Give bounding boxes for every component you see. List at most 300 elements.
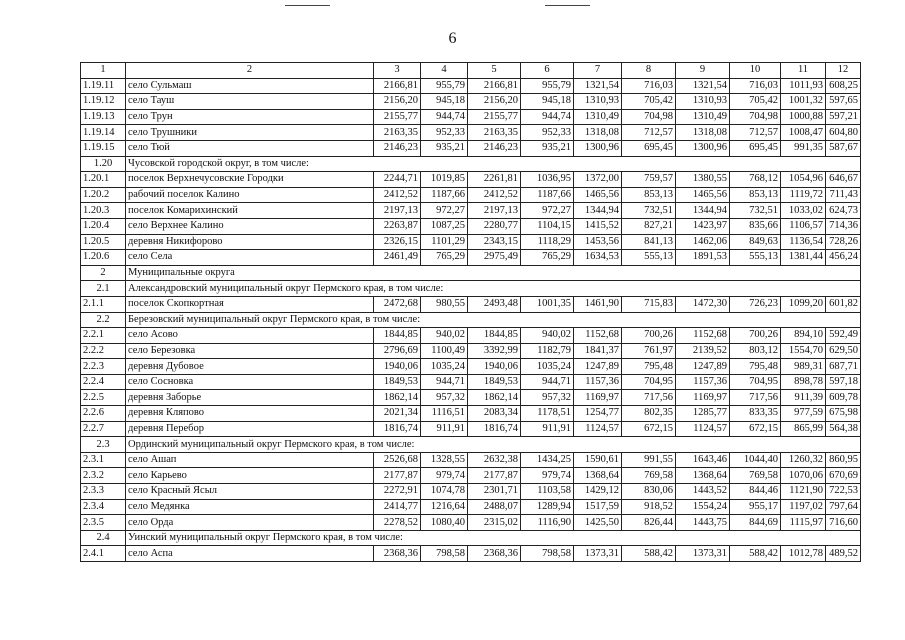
value-cell: 1152,68 xyxy=(676,328,730,344)
value-cell: 1517,59 xyxy=(574,499,622,515)
row-code-cell: 1.20.2 xyxy=(81,187,126,203)
value-cell: 728,26 xyxy=(826,234,861,250)
value-cell: 597,18 xyxy=(826,374,861,390)
value-cell: 1368,64 xyxy=(676,468,730,484)
value-cell: 1187,66 xyxy=(421,187,468,203)
value-cell: 1425,50 xyxy=(574,515,622,531)
value-cell: 841,13 xyxy=(622,234,676,250)
value-cell: 1443,75 xyxy=(676,515,730,531)
value-cell: 768,12 xyxy=(730,172,781,188)
value-cell: 835,66 xyxy=(730,218,781,234)
value-cell: 1643,46 xyxy=(676,452,730,468)
row-code-cell: 2.2.2 xyxy=(81,343,126,359)
column-number-cell: 6 xyxy=(521,63,574,79)
value-cell: 700,26 xyxy=(622,328,676,344)
row-code-cell: 1.20 xyxy=(81,156,126,172)
value-cell: 1247,89 xyxy=(574,359,622,375)
row-code-cell: 2.2.4 xyxy=(81,374,126,390)
value-cell: 944,71 xyxy=(521,374,574,390)
value-cell: 1033,02 xyxy=(781,203,826,219)
value-cell: 2139,52 xyxy=(676,343,730,359)
value-cell: 1310,93 xyxy=(574,94,622,110)
value-cell: 588,42 xyxy=(730,546,781,562)
value-cell: 1849,53 xyxy=(374,374,421,390)
value-cell: 1310,49 xyxy=(574,109,622,125)
value-cell: 1116,90 xyxy=(521,515,574,531)
value-cell: 952,33 xyxy=(421,125,468,141)
value-cell: 1318,08 xyxy=(676,125,730,141)
row-code-cell: 1.19.12 xyxy=(81,94,126,110)
value-cell: 2493,48 xyxy=(468,296,521,312)
value-cell: 1321,54 xyxy=(574,78,622,94)
value-cell: 608,25 xyxy=(826,78,861,94)
row-code-cell: 1.19.11 xyxy=(81,78,126,94)
table-row xyxy=(81,343,861,359)
table-row xyxy=(81,499,861,515)
row-code-cell: 2.4.1 xyxy=(81,546,126,562)
table-row xyxy=(81,468,861,484)
value-cell: 712,57 xyxy=(622,125,676,141)
value-cell: 1321,54 xyxy=(676,78,730,94)
value-cell: 955,79 xyxy=(421,78,468,94)
table-row xyxy=(81,203,861,219)
value-cell: 1940,06 xyxy=(468,359,521,375)
value-cell: 629,50 xyxy=(826,343,861,359)
table-row xyxy=(81,250,861,266)
value-cell: 1136,54 xyxy=(781,234,826,250)
table-row xyxy=(81,78,861,94)
value-cell: 2156,20 xyxy=(374,94,421,110)
row-code-cell: 2.3.5 xyxy=(81,515,126,531)
value-cell: 826,44 xyxy=(622,515,676,531)
value-cell: 1634,53 xyxy=(574,250,622,266)
table-row xyxy=(81,390,861,406)
value-cell: 555,13 xyxy=(622,250,676,266)
value-cell: 833,35 xyxy=(730,406,781,422)
value-cell: 1001,32 xyxy=(781,94,826,110)
value-cell: 732,51 xyxy=(730,203,781,219)
value-cell: 911,91 xyxy=(521,421,574,437)
table-row xyxy=(81,484,861,500)
value-cell: 2315,02 xyxy=(468,515,521,531)
row-code-cell: 1.19.15 xyxy=(81,140,126,156)
value-cell: 844,69 xyxy=(730,515,781,531)
settlement-name-cell: село Села xyxy=(126,250,374,266)
settlement-name-cell: село Аспа xyxy=(126,546,374,562)
value-cell: 1116,51 xyxy=(421,406,468,422)
row-code-cell: 2.1.1 xyxy=(81,296,126,312)
value-cell: 714,36 xyxy=(826,218,861,234)
value-cell: 705,42 xyxy=(622,94,676,110)
value-cell: 797,64 xyxy=(826,499,861,515)
value-cell: 1465,56 xyxy=(574,187,622,203)
value-cell: 1035,24 xyxy=(421,359,468,375)
table-row xyxy=(81,359,861,375)
value-cell: 2261,81 xyxy=(468,172,521,188)
value-cell: 1554,24 xyxy=(676,499,730,515)
value-cell: 2166,81 xyxy=(374,78,421,94)
value-cell: 1849,53 xyxy=(468,374,521,390)
row-code-cell: 1.19.14 xyxy=(81,125,126,141)
value-cell: 957,32 xyxy=(421,390,468,406)
section-row xyxy=(81,530,861,546)
value-cell: 802,35 xyxy=(622,406,676,422)
value-cell: 911,91 xyxy=(421,421,468,437)
row-code-cell: 2.2.3 xyxy=(81,359,126,375)
value-cell: 2021,34 xyxy=(374,406,421,422)
settlement-name-cell: село Тюй xyxy=(126,140,374,156)
value-cell: 1381,44 xyxy=(781,250,826,266)
value-cell: 2177,87 xyxy=(374,468,421,484)
value-cell: 1036,95 xyxy=(521,172,574,188)
value-cell: 624,73 xyxy=(826,203,861,219)
table-row xyxy=(81,406,861,422)
value-cell: 955,79 xyxy=(521,78,574,94)
column-number-cell: 8 xyxy=(622,63,676,79)
value-cell: 980,55 xyxy=(421,296,468,312)
table-row xyxy=(81,546,861,562)
value-cell: 1100,49 xyxy=(421,343,468,359)
row-code-cell: 1.20.5 xyxy=(81,234,126,250)
value-cell: 1423,97 xyxy=(676,218,730,234)
value-cell: 1103,58 xyxy=(521,484,574,500)
value-cell: 1816,74 xyxy=(468,421,521,437)
value-cell: 712,57 xyxy=(730,125,781,141)
value-cell: 2280,77 xyxy=(468,218,521,234)
column-number-cell: 4 xyxy=(421,63,468,79)
value-cell: 944,74 xyxy=(521,109,574,125)
value-cell: 1169,97 xyxy=(676,390,730,406)
value-cell: 1373,31 xyxy=(574,546,622,562)
value-cell: 849,63 xyxy=(730,234,781,250)
value-cell: 1554,70 xyxy=(781,343,826,359)
value-cell: 1101,29 xyxy=(421,234,468,250)
settlement-name-cell: деревня Перебор xyxy=(126,421,374,437)
value-cell: 1844,85 xyxy=(374,328,421,344)
value-cell: 2412,52 xyxy=(374,187,421,203)
value-cell: 2177,87 xyxy=(468,468,521,484)
value-cell: 2301,71 xyxy=(468,484,521,500)
value-cell: 2278,52 xyxy=(374,515,421,531)
value-cell: 588,42 xyxy=(622,546,676,562)
value-cell: 894,10 xyxy=(781,328,826,344)
value-cell: 795,48 xyxy=(622,359,676,375)
value-cell: 1328,55 xyxy=(421,452,468,468)
value-cell: 1285,77 xyxy=(676,406,730,422)
value-cell: 2272,91 xyxy=(374,484,421,500)
value-cell: 2488,07 xyxy=(468,499,521,515)
value-cell: 945,18 xyxy=(521,94,574,110)
value-cell: 1862,14 xyxy=(374,390,421,406)
value-cell: 732,51 xyxy=(622,203,676,219)
value-cell: 715,83 xyxy=(622,296,676,312)
row-code-cell: 2.3.1 xyxy=(81,452,126,468)
value-cell: 1318,08 xyxy=(574,125,622,141)
value-cell: 597,21 xyxy=(826,109,861,125)
value-cell: 1443,52 xyxy=(676,484,730,500)
value-cell: 704,95 xyxy=(730,374,781,390)
section-title-cell: Александровский муниципальный округ Пермского края, в том числе: xyxy=(126,281,861,297)
value-cell: 991,35 xyxy=(781,140,826,156)
column-number-cell: 7 xyxy=(574,63,622,79)
value-cell: 940,02 xyxy=(421,328,468,344)
value-cell: 717,56 xyxy=(622,390,676,406)
value-cell: 972,27 xyxy=(421,203,468,219)
value-cell: 759,57 xyxy=(622,172,676,188)
value-cell: 609,78 xyxy=(826,390,861,406)
table-row xyxy=(81,140,861,156)
value-cell: 1054,96 xyxy=(781,172,826,188)
value-cell: 1472,30 xyxy=(676,296,730,312)
value-cell: 2526,68 xyxy=(374,452,421,468)
settlement-name-cell: село Медянка xyxy=(126,499,374,515)
value-cell: 456,24 xyxy=(826,250,861,266)
value-cell: 935,21 xyxy=(521,140,574,156)
value-cell: 911,39 xyxy=(781,390,826,406)
value-cell: 1841,37 xyxy=(574,343,622,359)
row-code-cell: 2.2.7 xyxy=(81,421,126,437)
table-row xyxy=(81,218,861,234)
value-cell: 1844,85 xyxy=(468,328,521,344)
section-title-cell: Муниципальные округа xyxy=(126,265,861,281)
value-cell: 1118,29 xyxy=(521,234,574,250)
page-number: 6 xyxy=(448,30,457,47)
value-cell: 1260,32 xyxy=(781,452,826,468)
value-cell: 769,58 xyxy=(622,468,676,484)
value-cell: 716,60 xyxy=(826,515,861,531)
value-cell: 945,18 xyxy=(421,94,468,110)
value-cell: 1344,94 xyxy=(676,203,730,219)
settlement-name-cell: село Сосновка xyxy=(126,374,374,390)
value-cell: 1119,72 xyxy=(781,187,826,203)
value-cell: 1044,40 xyxy=(730,452,781,468)
value-cell: 860,95 xyxy=(826,452,861,468)
table-body xyxy=(81,63,861,562)
value-cell: 1019,85 xyxy=(421,172,468,188)
value-cell: 597,65 xyxy=(826,94,861,110)
value-cell: 1099,20 xyxy=(781,296,826,312)
value-cell: 1157,36 xyxy=(574,374,622,390)
top-edge-rule-right xyxy=(545,5,590,6)
value-cell: 844,46 xyxy=(730,484,781,500)
settlement-name-cell: деревня Кляпово xyxy=(126,406,374,422)
row-code-cell: 2.3 xyxy=(81,437,126,453)
value-cell: 1816,74 xyxy=(374,421,421,437)
row-code-cell: 1.19.13 xyxy=(81,109,126,125)
value-cell: 672,15 xyxy=(730,421,781,437)
value-cell: 1000,88 xyxy=(781,109,826,125)
value-cell: 695,45 xyxy=(622,140,676,156)
section-title-cell: Уинский муниципальный округ Пермского края, в том числе: xyxy=(126,530,861,546)
value-cell: 489,52 xyxy=(826,546,861,562)
settlement-name-cell: поселок Скопкортная xyxy=(126,296,374,312)
value-cell: 1247,89 xyxy=(676,359,730,375)
value-cell: 587,67 xyxy=(826,140,861,156)
value-cell: 695,45 xyxy=(730,140,781,156)
value-cell: 700,26 xyxy=(730,328,781,344)
value-cell: 2163,35 xyxy=(468,125,521,141)
value-cell: 1124,57 xyxy=(676,421,730,437)
column-number-cell: 5 xyxy=(468,63,521,79)
value-cell: 765,29 xyxy=(521,250,574,266)
value-cell: 2244,71 xyxy=(374,172,421,188)
row-code-cell: 1.20.3 xyxy=(81,203,126,219)
value-cell: 2263,87 xyxy=(374,218,421,234)
value-cell: 675,98 xyxy=(826,406,861,422)
settlement-name-cell: село Ашап xyxy=(126,452,374,468)
table-row xyxy=(81,296,861,312)
value-cell: 1152,68 xyxy=(574,328,622,344)
column-number-cell: 3 xyxy=(374,63,421,79)
settlement-name-cell: село Березовка xyxy=(126,343,374,359)
section-row xyxy=(81,265,861,281)
value-cell: 2197,13 xyxy=(374,203,421,219)
value-cell: 853,13 xyxy=(730,187,781,203)
value-cell: 865,99 xyxy=(781,421,826,437)
table-row xyxy=(81,109,861,125)
value-cell: 2155,77 xyxy=(468,109,521,125)
value-cell: 827,21 xyxy=(622,218,676,234)
settlement-name-cell: село Верхнее Калино xyxy=(126,218,374,234)
value-cell: 670,69 xyxy=(826,468,861,484)
value-cell: 1106,57 xyxy=(781,218,826,234)
value-cell: 1254,77 xyxy=(574,406,622,422)
section-row xyxy=(81,437,861,453)
table-row xyxy=(81,172,861,188)
value-cell: 944,71 xyxy=(421,374,468,390)
section-title-cell: Чусовской городской округ, в том числе: xyxy=(126,156,861,172)
value-cell: 803,12 xyxy=(730,343,781,359)
row-code-cell: 2.2.1 xyxy=(81,328,126,344)
value-cell: 1415,52 xyxy=(574,218,622,234)
value-cell: 1182,79 xyxy=(521,343,574,359)
value-cell: 3392,99 xyxy=(468,343,521,359)
settlement-name-cell: село Трун xyxy=(126,109,374,125)
value-cell: 1070,06 xyxy=(781,468,826,484)
value-cell: 2146,23 xyxy=(468,140,521,156)
value-cell: 977,59 xyxy=(781,406,826,422)
settlement-name-cell: село Красный Ясыл xyxy=(126,484,374,500)
value-cell: 601,82 xyxy=(826,296,861,312)
value-cell: 672,15 xyxy=(622,421,676,437)
value-cell: 1216,64 xyxy=(421,499,468,515)
table-row xyxy=(81,374,861,390)
value-cell: 1429,12 xyxy=(574,484,622,500)
value-cell: 1940,06 xyxy=(374,359,421,375)
value-cell: 1368,64 xyxy=(574,468,622,484)
settlement-name-cell: село Сульмаш xyxy=(126,78,374,94)
value-cell: 1104,15 xyxy=(521,218,574,234)
value-cell: 1373,31 xyxy=(676,546,730,562)
row-code-cell: 1.20.6 xyxy=(81,250,126,266)
value-cell: 1169,97 xyxy=(574,390,622,406)
value-cell: 592,49 xyxy=(826,328,861,344)
table-row xyxy=(81,328,861,344)
settlement-name-cell: село Орда xyxy=(126,515,374,531)
row-code-cell: 2.1 xyxy=(81,281,126,297)
value-cell: 898,78 xyxy=(781,374,826,390)
value-cell: 716,03 xyxy=(622,78,676,94)
value-cell: 1178,51 xyxy=(521,406,574,422)
value-cell: 2632,38 xyxy=(468,452,521,468)
value-cell: 769,58 xyxy=(730,468,781,484)
settlement-name-cell: поселок Комарихинский xyxy=(126,203,374,219)
value-cell: 1310,49 xyxy=(676,109,730,125)
row-code-cell: 2.3.4 xyxy=(81,499,126,515)
table-row xyxy=(81,94,861,110)
value-cell: 2343,15 xyxy=(468,234,521,250)
value-cell: 1080,40 xyxy=(421,515,468,531)
settlement-name-cell: деревня Заборье xyxy=(126,390,374,406)
settlement-name-cell: село Асово xyxy=(126,328,374,344)
value-cell: 1891,53 xyxy=(676,250,730,266)
table-row xyxy=(81,452,861,468)
value-cell: 704,98 xyxy=(622,109,676,125)
value-cell: 1008,47 xyxy=(781,125,826,141)
value-cell: 704,95 xyxy=(622,374,676,390)
value-cell: 564,38 xyxy=(826,421,861,437)
row-code-cell: 2.2 xyxy=(81,312,126,328)
value-cell: 940,02 xyxy=(521,328,574,344)
settlement-name-cell: деревня Никифорово xyxy=(126,234,374,250)
value-cell: 2368,36 xyxy=(468,546,521,562)
table-row xyxy=(81,515,861,531)
value-cell: 944,74 xyxy=(421,109,468,125)
value-cell: 1310,93 xyxy=(676,94,730,110)
value-cell: 853,13 xyxy=(622,187,676,203)
row-code-cell: 2.2.6 xyxy=(81,406,126,422)
value-cell: 935,21 xyxy=(421,140,468,156)
value-cell: 798,58 xyxy=(421,546,468,562)
table-row xyxy=(81,234,861,250)
value-cell: 2461,49 xyxy=(374,250,421,266)
value-cell: 1121,90 xyxy=(781,484,826,500)
value-cell: 555,13 xyxy=(730,250,781,266)
value-cell: 1197,02 xyxy=(781,499,826,515)
value-cell: 830,06 xyxy=(622,484,676,500)
value-cell: 1862,14 xyxy=(468,390,521,406)
value-cell: 687,71 xyxy=(826,359,861,375)
row-code-cell: 1.20.1 xyxy=(81,172,126,188)
value-cell: 1087,25 xyxy=(421,218,468,234)
section-title-cell: Ординский муниципальный округ Пермского края, в том числе: xyxy=(126,437,861,453)
value-cell: 1380,55 xyxy=(676,172,730,188)
value-cell: 2146,23 xyxy=(374,140,421,156)
table-row xyxy=(81,125,861,141)
value-cell: 1462,06 xyxy=(676,234,730,250)
column-number-cell: 12 xyxy=(826,63,861,79)
value-cell: 1461,90 xyxy=(574,296,622,312)
value-cell: 2166,81 xyxy=(468,78,521,94)
value-cell: 979,74 xyxy=(521,468,574,484)
value-cell: 1124,57 xyxy=(574,421,622,437)
value-cell: 1115,97 xyxy=(781,515,826,531)
value-cell: 604,80 xyxy=(826,125,861,141)
value-cell: 1012,78 xyxy=(781,546,826,562)
value-cell: 2472,68 xyxy=(374,296,421,312)
value-cell: 722,53 xyxy=(826,484,861,500)
value-cell: 2796,69 xyxy=(374,343,421,359)
value-cell: 1289,94 xyxy=(521,499,574,515)
column-number-cell: 2 xyxy=(126,63,374,79)
value-cell: 972,27 xyxy=(521,203,574,219)
value-cell: 798,58 xyxy=(521,546,574,562)
value-cell: 2156,20 xyxy=(468,94,521,110)
value-cell: 2083,34 xyxy=(468,406,521,422)
settlement-name-cell: село Карьево xyxy=(126,468,374,484)
value-cell: 991,55 xyxy=(622,452,676,468)
value-cell: 989,31 xyxy=(781,359,826,375)
